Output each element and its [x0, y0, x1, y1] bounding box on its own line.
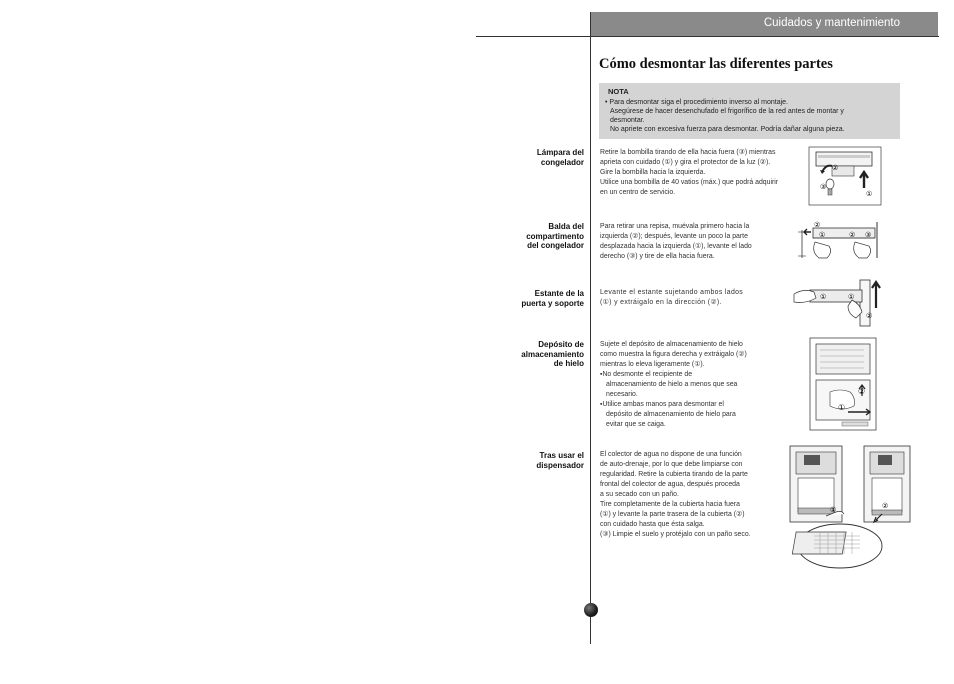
- text-line: Levante el estante sujetando ambos lados: [600, 289, 744, 296]
- label-line: congelador: [540, 157, 584, 167]
- section-text-freezer-shelf: [600, 222, 752, 262]
- figure-mark: ②: [866, 312, 873, 320]
- label-line: dispensador: [536, 460, 584, 470]
- label-line: Depósito de: [538, 340, 584, 349]
- text-line: en un centro de servicio.: [600, 189, 676, 196]
- figure-mark: ②: [832, 164, 839, 172]
- note-line: desmontar.: [610, 117, 645, 124]
- text-line: regularidad. Retire la cubierta tirando de la parte: [600, 471, 748, 478]
- figure-mark: ①: [819, 231, 826, 239]
- label-line: almacenamiento: [521, 349, 584, 359]
- label-line: Tras usar el: [539, 451, 584, 460]
- figure-mark: ③: [865, 231, 872, 239]
- text-line: (①) y extráigalo en la dirección (②).: [600, 299, 722, 306]
- text-line: (①) y levante la parte trasera de la cubierta (②): [600, 511, 745, 518]
- section-label-freezer-shelf: [526, 222, 584, 251]
- text-line: con cuidado hasta que ésta salga.: [600, 521, 705, 528]
- label-line: de hielo: [553, 359, 584, 368]
- text-line: ▪No desmonte el recipiente de: [600, 371, 693, 378]
- text-line: Para retirar una repisa, muévala primero hacia la: [600, 223, 750, 230]
- note-line: Asegúrese de hacer desenchufado el frigorífico de la red antes de montar y: [610, 108, 844, 115]
- freezer-shelf-illustration: [795, 218, 885, 262]
- text-line: desplazada hacia la izquierda (①), levante el lado: [600, 243, 752, 250]
- section-text-door-shelf: [600, 288, 743, 308]
- dispenser-illustration: [786, 442, 914, 570]
- door-shelf-illustration: [790, 278, 882, 328]
- section-label-door-shelf: [521, 289, 584, 308]
- figure-mark: ①: [830, 506, 837, 514]
- section-header-bar: [591, 12, 938, 36]
- section-text-dispenser: [600, 450, 751, 540]
- top-rule: [476, 36, 939, 37]
- lamp-illustration: [808, 146, 882, 206]
- text-line: derecho (③) y tire de ella hacia fuera.: [600, 253, 715, 260]
- text-line: ▪Utilice ambas manos para desmontar el: [600, 401, 724, 408]
- label-line: del congelador: [527, 241, 584, 250]
- text-line: Utilice una bombilla de 40 vatios (máx.) que podrá adquirir: [600, 179, 779, 186]
- text-line: El colector de agua no dispone de una función: [600, 451, 742, 458]
- section-text-ice-bin: [600, 340, 747, 430]
- note-box: [599, 83, 900, 139]
- section-label-freezer-lamp: [537, 148, 584, 167]
- text-line: depósito de almacenamiento de hielo para: [606, 411, 736, 418]
- text-line: evitar que se caiga.: [606, 421, 666, 428]
- figure-mark: ①: [838, 403, 846, 412]
- figure-mark: ②: [849, 231, 856, 239]
- text-line: Gire la bombilla hacia la izquierda.: [600, 169, 706, 176]
- note-line: • Para desmontar siga el procedimiento inverso al montaje.: [605, 99, 788, 106]
- note-heading: NOTA: [608, 87, 629, 96]
- text-line: a su secado con un paño.: [600, 491, 679, 498]
- note-line: No apriete con excesiva fuerza para desmontar. Podría dañar alguna pieza.: [610, 126, 845, 133]
- figure-mark: ②: [814, 221, 821, 229]
- text-line: como muestra la figura derecha y extráigalo (②): [600, 351, 747, 358]
- text-line: frontal del colector de agua, después proceda: [600, 481, 740, 488]
- text-line: almacenamiento de hielo a menos que sea: [606, 381, 738, 388]
- figure-mark: ①: [848, 293, 855, 301]
- label-line: puerta y soporte: [521, 298, 584, 308]
- text-line: de auto-drenaje, por lo que debe limpiarse con: [600, 461, 743, 468]
- page-title: Cómo desmontar las diferentes partes: [599, 56, 833, 72]
- text-line: mientras lo eleva ligeramente (①).: [600, 361, 705, 368]
- section-label-ice-bin: [521, 340, 584, 369]
- figure-mark: ②: [858, 387, 866, 396]
- section-label-dispenser: [536, 451, 584, 470]
- text-line: aprieta con cuidado (①) y gira el protector de la luz (②).: [600, 159, 771, 166]
- text-line: Sujete el depósito de almacenamiento de hielo: [600, 341, 743, 348]
- text-line: (③) Limpie el suelo y protéjalo con un paño seco.: [600, 531, 751, 538]
- text-line: necesario.: [606, 391, 638, 398]
- page-divider: [590, 12, 591, 644]
- label-line: Lámpara del: [536, 148, 584, 157]
- figure-mark: ①: [866, 190, 873, 198]
- page-marker-dot: [584, 603, 598, 617]
- figure-mark: ③: [820, 183, 827, 191]
- section-header-title: Cuidados y mantenimiento: [763, 17, 900, 29]
- label-line: Estante de la: [534, 289, 584, 298]
- figure-mark: ①: [820, 293, 827, 301]
- text-line: Tire completamente de la cubierta hacia fuera: [600, 501, 740, 508]
- text-line: Retire la bombilla tirando de ella hacia fuera (③) mientras: [600, 149, 776, 156]
- section-text-freezer-lamp: [600, 148, 778, 198]
- label-line: Balda del: [548, 222, 584, 231]
- ice-bin-illustration: [808, 336, 882, 432]
- text-line: izquierda (②); después, levante un poco la parte: [600, 233, 748, 240]
- label-line: compartimento: [526, 231, 584, 241]
- figure-mark: ②: [882, 502, 889, 510]
